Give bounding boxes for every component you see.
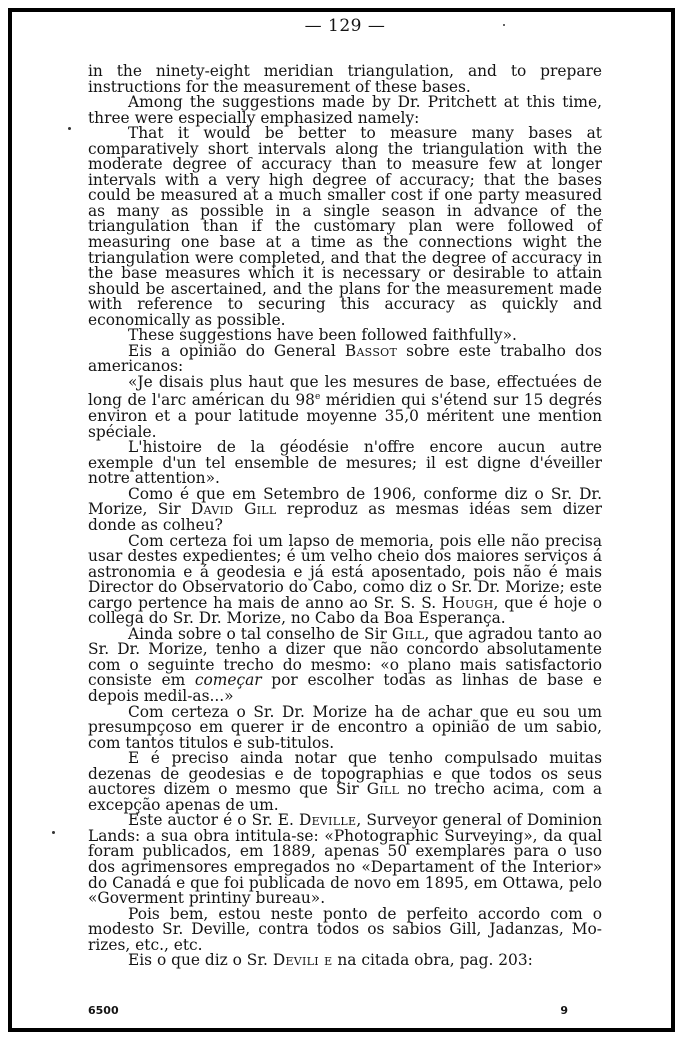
paragraph: Eis a opinião do General Bassot sobre este trabalho dos americanos: bbox=[88, 341, 602, 376]
paragraph: These suggestions have been followed faithfully». bbox=[128, 326, 517, 345]
person-name: Deville bbox=[298, 811, 357, 830]
paragraph: That it would be better to measure many bases at comparatively short intervals along the triangulation with the moderate degree of accuracy than to measure few at longer intervals with a very high degree of accuracy; that the bases could be measured at a much smaller cost if one party measured as many as possible in a single season in advance of the triangulation than if the customary plan were followed of measuring one base at a time as the connections wight the triangulation were completed, and that the degree of accuracy in the base measures which it is necessary or desirable to attain should be ascertained, and the plans for the measurement made with reference to securing this accuracy as quickly and economically as possible. bbox=[88, 124, 602, 329]
paragraph: «Je disais plus haut que les mesures de base, effectuées de long de l'arc américan du 98e méridien qui s'étend sur 15 degrés environ et a pour latitude moyenne 35,0 méritent une mention spéciale. bbox=[88, 372, 602, 441]
paragraph: Como é que em Setembro de 1906, conforme diz o Sr. Dr. Morize, Sir David Gill reproduz as mesmas idéas sem dizer donde as colheu? bbox=[88, 484, 602, 534]
print-speck bbox=[68, 127, 71, 130]
print-speck bbox=[503, 24, 505, 26]
paragraph: Este auctor é o Sr. E. Deville, Surveyor general of Dominion Lands: a sua obra intitula-se: «Photographic Surveying», da qual foram publicados, em 1889, apenas 50 exemplares para o uso dos agrimensores empregados no «Departament of the Interior» do Canadá e que foi publicada de novo em 1895, em Ottawa, pelo «Goverment printiny bureau». bbox=[88, 811, 602, 908]
person-name: David Gill bbox=[191, 500, 277, 519]
person-name: Hough bbox=[441, 593, 494, 612]
paragraph: Ainda sobre o tal conselho de Sir Gill, que agradou tanto ao Sr. Dr. Morize, tenho a dizer que não concordo absolutamente com o seguinte trecho do mesmo: «o plano mais satisfactorio consiste em começar por escolher todas as linhas de base e depois medil-as...» bbox=[88, 624, 603, 705]
paragraph: Among the suggestions made by Dr. Pritchett at this time, three were especially emphasized namely: bbox=[88, 93, 602, 127]
page-body bbox=[88, 64, 602, 969]
page-number: — 129 — bbox=[304, 16, 386, 36]
sheet-number: 9 bbox=[560, 1004, 568, 1017]
paragraph: Pois bem, estou neste ponto de perfeito accordo com o modesto Sr. Deville, contra todos os sabios Gill, Jadanzas, Mo-rizes, etc., etc. bbox=[88, 904, 602, 954]
paragraph: Eis o que diz o Sr. Devili e na citada obra, pag. 203: bbox=[128, 951, 533, 970]
paragraph: E é preciso ainda notar que tenho compulsado muitas dezenas de geodesias e de topographias e que todos os seus auctores dizem o mesmo que Sir Gill no trecho acima, com a excepção apenas de um. bbox=[88, 749, 602, 814]
person-name: Gill bbox=[391, 624, 425, 643]
paragraph: Com certeza foi um lapso de memoria, pois elle não precisa usar destes expedientes; é um velho cheio dos maiores serviços á astronomia e á geodesia e já está aposentado, pois não é mais Director do Observatorio do Cabo, como diz o Sr. Dr. Morize; este cargo pertence ha mais de anno ao Sr. S. S. Hough, que é hoje o collega do Sr. Dr. Morize, no Cabo da Boa Esperança. bbox=[88, 531, 602, 628]
paragraph: Com certeza o Sr. Dr. Morize ha de achar que eu sou um presumpçoso em querer ir de encontro a opinião de um sabio, com tantos titulos e sub-titulos. bbox=[88, 702, 602, 752]
person-name: Gill bbox=[366, 780, 400, 799]
print-speck bbox=[52, 831, 55, 834]
signature-mark: 6500 bbox=[88, 1004, 119, 1017]
paragraph: L'histoire de la géodésie n'offre encore aucun autre exemple d'un tel ensemble de mesures; il est digne d'éveiller notre attention». bbox=[88, 438, 602, 488]
paragraph: in the ninety-eight meridian triangulation, and to prepare instructions for the measurement of these bases. bbox=[88, 62, 602, 96]
person-name: Devili e bbox=[272, 951, 333, 970]
person-name: Bassot bbox=[344, 341, 398, 360]
